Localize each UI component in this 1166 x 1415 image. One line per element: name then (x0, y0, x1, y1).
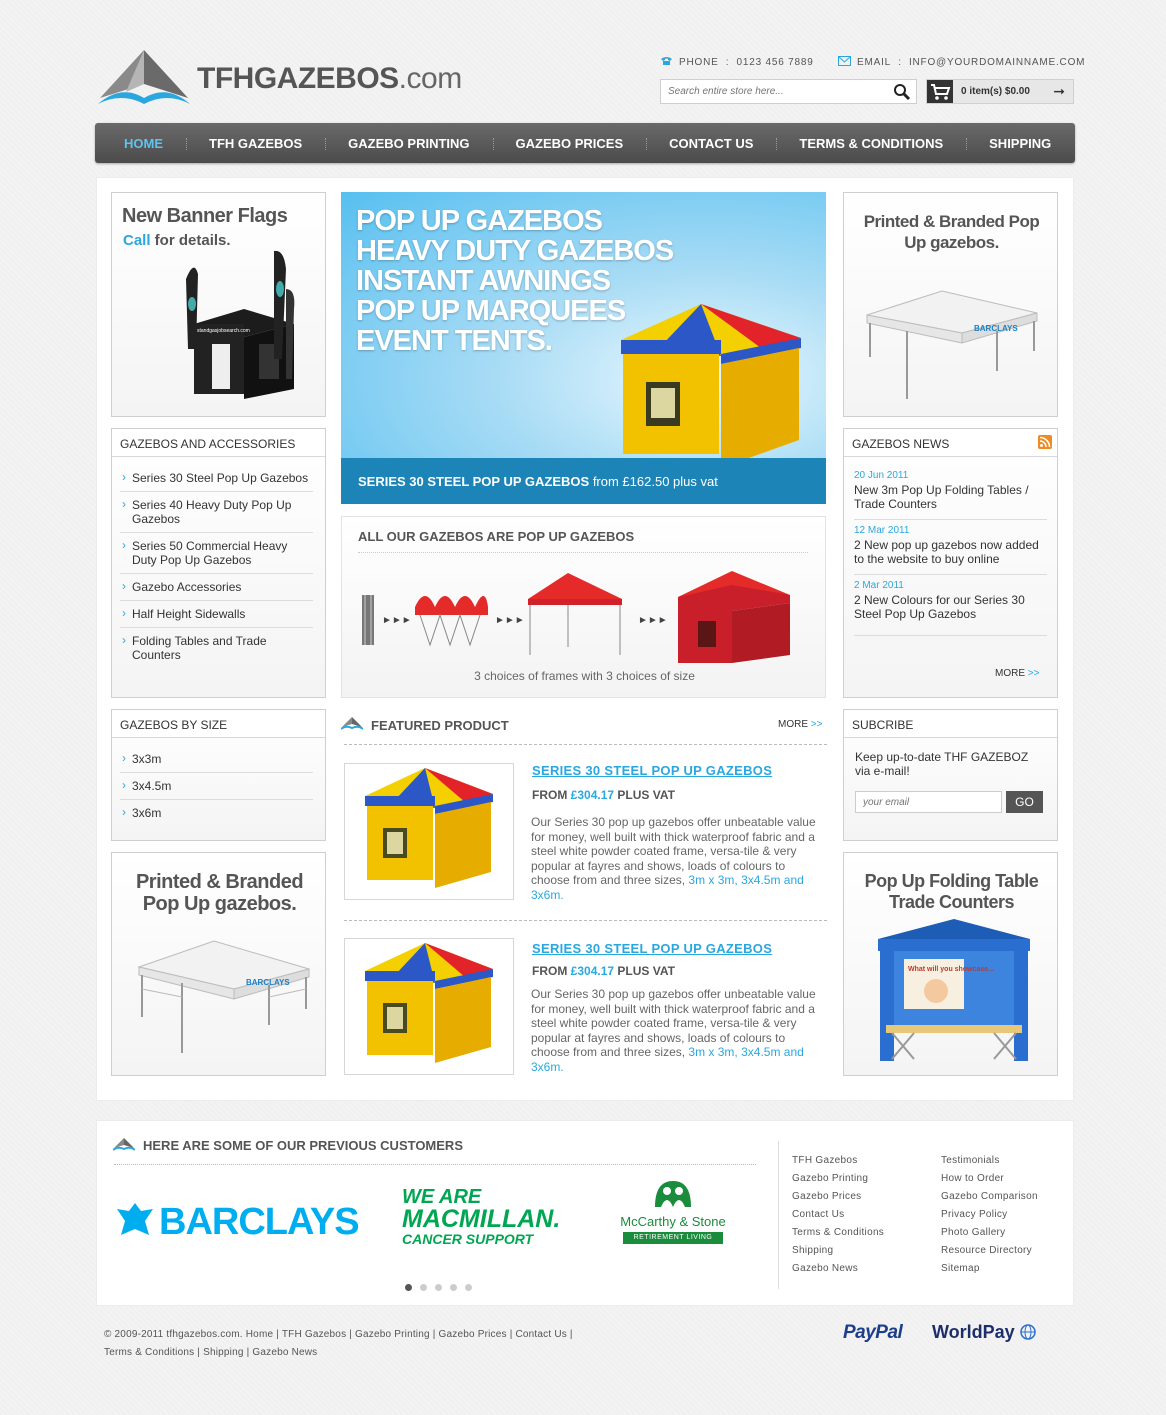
logo-mini-icon (113, 1137, 135, 1151)
nav-gazebo-prices[interactable]: GAZEBO PRICES (493, 136, 647, 151)
logo-main-text: TFHGAZEBOS (197, 62, 399, 95)
copyright-link[interactable]: Gazebo Printing (355, 1329, 430, 1340)
footer-link[interactable]: Terms & Conditions (792, 1227, 885, 1238)
product-title-link[interactable]: SERIES 30 STEEL POP UP GAZEBOS (532, 941, 773, 956)
details-text: for details. (150, 232, 231, 249)
news-more-link[interactable] (995, 668, 1039, 679)
barclays-gazebo-image (862, 287, 1042, 407)
news-item[interactable] (854, 575, 1047, 636)
cart-summary: 0 item(s) $0.00 (961, 86, 1030, 97)
accessories-link[interactable]: › Series 40 Heavy Duty Pop Up Gazebos (120, 492, 313, 533)
hero-line: HEAVY DUTY GAZEBOS (356, 235, 674, 267)
footer-link[interactable]: Privacy Policy (941, 1209, 1008, 1220)
hero-line: POP UP MARQUEES (356, 295, 626, 327)
carousel-dot-active[interactable] (405, 1284, 412, 1291)
subscribe-button[interactable]: GO (1006, 791, 1043, 813)
product-title-link[interactable]: SERIES 30 STEEL POP UP GAZEBOS (532, 763, 773, 778)
cart-button[interactable] (926, 79, 1074, 104)
footer-link[interactable]: Photo Gallery (941, 1227, 1006, 1238)
banner-flags-promo[interactable] (111, 192, 326, 417)
phone-label: PHONE (679, 57, 719, 68)
featured-more-link[interactable] (778, 719, 822, 730)
hero-line: EVENT TENTS. (356, 325, 552, 357)
all-gazebos-caption: 3 choices of frames with 3 choices of size (474, 669, 695, 683)
promo-title: Printed & Branded Pop Up gazebos. (135, 871, 304, 915)
nav-home[interactable]: HOME (124, 135, 163, 151)
footer-link[interactable]: Sitemap (941, 1263, 980, 1274)
eagle-icon (113, 1199, 157, 1243)
footer-link[interactable]: Shipping (792, 1245, 834, 1256)
logo-mini-icon (341, 716, 363, 730)
divider (114, 1164, 756, 1165)
footer-links-col1 (792, 1152, 884, 1278)
hero-line: POP UP GAZEBOS (356, 205, 602, 237)
sizes-link[interactable]: 3m x 3m, 3x4.5m and 3x6m. (531, 873, 804, 902)
promo-title: Pop Up Folding Table Trade Counters (864, 871, 1039, 912)
divider (358, 552, 808, 553)
worldpay-text: WorldPay (932, 1322, 1015, 1342)
search-box (660, 79, 917, 104)
price-suffix: PLUS VAT (614, 964, 675, 978)
email-field[interactable] (855, 791, 1002, 813)
news-text: 2 New Colours for our Series 30 Steel Pop Up Gazebos (854, 593, 1025, 621)
mccarthy-stone-logo[interactable] (613, 1179, 733, 1249)
promo-title: Printed & Branded Pop Up gazebos. (863, 212, 1040, 252)
news-item[interactable] (854, 520, 1047, 575)
copyright-link[interactable]: Contact Us (515, 1329, 567, 1340)
price-amount: £304.17 (570, 964, 615, 978)
search-icon[interactable] (893, 83, 911, 101)
more-label: MORE (778, 719, 808, 730)
nav-contact-us[interactable]: CONTACT US (646, 136, 776, 151)
separator: : (725, 57, 730, 68)
price-prefix: FROM (532, 964, 571, 978)
footer-link[interactable]: How to Order (941, 1173, 1005, 1184)
more-arrow: >> (1027, 668, 1040, 679)
nav-gazebo-printing[interactable]: GAZEBO PRINTING (325, 136, 492, 151)
accessories-link[interactable]: › Series 30 Steel Pop Up Gazebos (120, 465, 313, 492)
price-prefix: FROM (532, 788, 571, 802)
logo-text[interactable] (197, 62, 462, 96)
nav-tfh-gazebos[interactable]: TFH GAZEBOS (186, 136, 325, 151)
email-value[interactable]: INFO@YOURDOMAINNAME.COM (908, 57, 1086, 68)
hero-banner[interactable] (341, 192, 826, 504)
table-sign-text: What will you showcase... (908, 966, 994, 973)
barclays-gazebo-image (134, 939, 314, 1059)
copyright-link[interactable]: Gazebo Prices (438, 1329, 507, 1340)
footer-link[interactable]: Gazebo Comparison (941, 1191, 1038, 1202)
main-nav (95, 123, 1075, 163)
size-link-3x4-5[interactable]: › 3x4.5m (120, 773, 313, 800)
logo-suffix-text: .com (398, 62, 462, 95)
macmillan-line: MACMILLAN. (402, 1205, 561, 1233)
accessories-panel (111, 428, 326, 698)
mccarthy-text: McCarthy & Stone (620, 1214, 726, 1229)
nav-terms-conditions[interactable]: TERMS & CONDITIONS (776, 136, 966, 151)
cart-icon (927, 80, 953, 103)
envelope-icon (838, 56, 851, 66)
description-text: Our Series 30 pop up gazebos offer unbeatable value for money, well built with thick waterproof fabric and a steel white powder coated frame, versa-tile & very popular at fayres and shows, loads of colours to choose from and three sizes, (531, 987, 816, 1060)
hero-line: INSTANT AWNINGS (356, 265, 611, 297)
retirement-living-text: RETIREMENT LIVING (623, 1232, 723, 1244)
accessories-link[interactable]: › Folding Tables and Trade Counters (120, 628, 313, 668)
gazebo-stages-image (360, 555, 810, 667)
news-date: 2 Mar 2011 (854, 580, 904, 591)
barclays-text: BARCLAYS (159, 1201, 359, 1243)
footer-link[interactable]: Resource Directory (941, 1245, 1032, 1256)
news-date: 20 Jun 2011 (854, 470, 909, 481)
gazebo-brand-text: BARCLAYS (246, 978, 290, 987)
gazebo-print-text: standgasjobsearch.com (197, 328, 250, 334)
copyright-text: © 2009-2011 tfhgazebos.com. (104, 1329, 243, 1340)
phone-value: 0123 456 7889 (736, 57, 814, 68)
price-suffix: PLUS VAT (614, 788, 675, 802)
all-gazebos-title: ALL OUR GAZEBOS ARE POP UP GAZEBOS (358, 529, 635, 544)
divider (778, 1141, 779, 1289)
hero-caption-bold: SERIES 30 STEEL POP UP GAZEBOS (358, 474, 590, 489)
banner-flag-gazebo-image (174, 249, 304, 409)
promo-title: New Banner Flags (122, 205, 288, 227)
macmillan-logo[interactable] (402, 1187, 572, 1247)
subscribe-heading: SUBCRIBE (844, 710, 1057, 738)
gazebo-product-image (345, 764, 513, 899)
product-description (531, 815, 826, 903)
copyright-link[interactable]: Terms & Conditions (104, 1347, 195, 1358)
phone-info (660, 56, 814, 68)
copyright-link[interactable]: TFH Gazebos (281, 1329, 347, 1340)
carousel-dot[interactable] (450, 1284, 457, 1291)
hero-caption-price: from £162.50 plus vat (589, 474, 718, 489)
size-panel (111, 709, 326, 841)
paypal-logo: PayPal (843, 1322, 903, 1343)
promo-subtitle (123, 232, 231, 249)
size-link-3x6[interactable]: › 3x6m (120, 800, 313, 826)
customers-title: HERE ARE SOME OF OUR PREVIOUS CUSTOMERS (143, 1138, 463, 1153)
news-item[interactable] (854, 465, 1047, 520)
people-icon (653, 1179, 693, 1207)
globe-icon (1020, 1324, 1036, 1340)
news-date: 12 Mar 2011 (854, 525, 910, 536)
phone-icon (660, 56, 673, 66)
nav-shipping[interactable]: SHIPPING (966, 136, 1074, 151)
rss-icon[interactable] (1038, 435, 1052, 449)
gazebo-hero-image (611, 298, 811, 473)
subscribe-panel (843, 709, 1058, 841)
svg-text:►►►: ►►► (495, 615, 525, 626)
worldpay-logo (932, 1322, 1036, 1343)
product-price (532, 964, 675, 978)
carousel-dots (405, 1278, 480, 1296)
news-heading: GAZEBOS NEWS (844, 429, 1057, 457)
more-arrow: >> (810, 719, 823, 730)
macmillan-line: CANCER SUPPORT (402, 1231, 534, 1247)
footer-link[interactable]: Contact Us (792, 1209, 845, 1220)
macmillan-line: WE ARE (402, 1186, 482, 1208)
footer-links-col2 (941, 1152, 1038, 1278)
more-label: MORE (995, 668, 1025, 679)
news-text: 2 New pop up gazebos now added to the website to buy online (854, 538, 1039, 566)
svg-text:►►►: ►►► (638, 615, 668, 626)
copyright-bar: © 2009-2011 tfhgazebos.com. Home | TFH Gazebos | Gazebo Printing | Gazebo Prices | Contact Us | Terms & Conditions | Shipping | Gazebo News (104, 1329, 573, 1358)
product-description (531, 987, 826, 1075)
customers-footer (96, 1120, 1074, 1306)
carousel-dot[interactable] (420, 1284, 427, 1291)
accessories-link[interactable]: › Series 50 Commercial Heavy Duty Pop Up Gazebos (120, 533, 313, 574)
subscribe-text: Keep up-to-date THF GAZEBOZ via e-mail! (855, 750, 1029, 778)
accessories-link[interactable]: › Half Height Sidewalls (120, 601, 313, 628)
size-link-3x3[interactable]: › 3x3m (120, 746, 313, 773)
svg-text:►►►: ►►► (382, 615, 412, 626)
email-info (838, 56, 1085, 68)
hero-caption-bar[interactable] (341, 458, 826, 504)
product-price (532, 788, 675, 802)
footer-link[interactable]: Gazebo Printing (792, 1173, 869, 1184)
news-panel (843, 428, 1058, 698)
all-gazebos-panel (341, 516, 826, 698)
accessories-link[interactable]: › Gazebo Accessories (120, 574, 313, 601)
gazebo-product-image (345, 939, 513, 1074)
copyright-link[interactable]: Shipping (203, 1347, 244, 1358)
footer-link[interactable]: Gazebo News (792, 1263, 859, 1274)
price-amount: £304.17 (570, 788, 615, 802)
carousel-dot[interactable] (435, 1284, 442, 1291)
folding-table-gazebo-image (874, 919, 1034, 1064)
description-text: Our Series 30 pop up gazebos offer unbeatable value for money, well built with thick waterproof fabric and a steel white powder coated frame, versa-tile & very popular at fayres and shows, loads of colours to choose from and three sizes, (531, 815, 816, 888)
divider (344, 744, 827, 745)
printed-gazebos-promo-left[interactable] (111, 852, 326, 1076)
product-image[interactable] (344, 763, 514, 900)
sizes-link[interactable]: 3m x 3m, 3x4.5m and 3x6m. (531, 1045, 804, 1074)
copyright-link[interactable]: Gazebo News (252, 1347, 318, 1358)
featured-title: FEATURED PRODUCT (371, 718, 509, 733)
carousel-dot[interactable] (465, 1284, 472, 1291)
email-label: EMAIL (857, 57, 892, 68)
separator: : (898, 57, 902, 68)
logo-icon[interactable] (96, 48, 192, 106)
news-text: New 3m Pop Up Folding Tables / Trade Counters (854, 483, 1029, 511)
arrow-right-icon: ➞ (1053, 83, 1065, 99)
footer-link[interactable]: TFH Gazebos (792, 1155, 858, 1166)
divider (344, 920, 827, 921)
folding-table-promo[interactable] (843, 852, 1058, 1076)
gazebo-brand-text: BARCLAYS (974, 324, 1018, 333)
product-image[interactable] (344, 938, 514, 1075)
accessories-heading: GAZEBOS AND ACCESSORIES (112, 429, 325, 457)
footer-link[interactable]: Gazebo Prices (792, 1191, 862, 1202)
copyright-link[interactable]: Home (245, 1329, 274, 1340)
search-input[interactable] (661, 80, 881, 103)
printed-gazebos-promo-right[interactable] (843, 192, 1058, 417)
footer-link[interactable]: Testimonials (941, 1155, 1000, 1166)
size-heading: GAZEBOS BY SIZE (112, 710, 325, 738)
call-text: Call (123, 232, 151, 249)
barclays-logo[interactable] (113, 1195, 358, 1245)
